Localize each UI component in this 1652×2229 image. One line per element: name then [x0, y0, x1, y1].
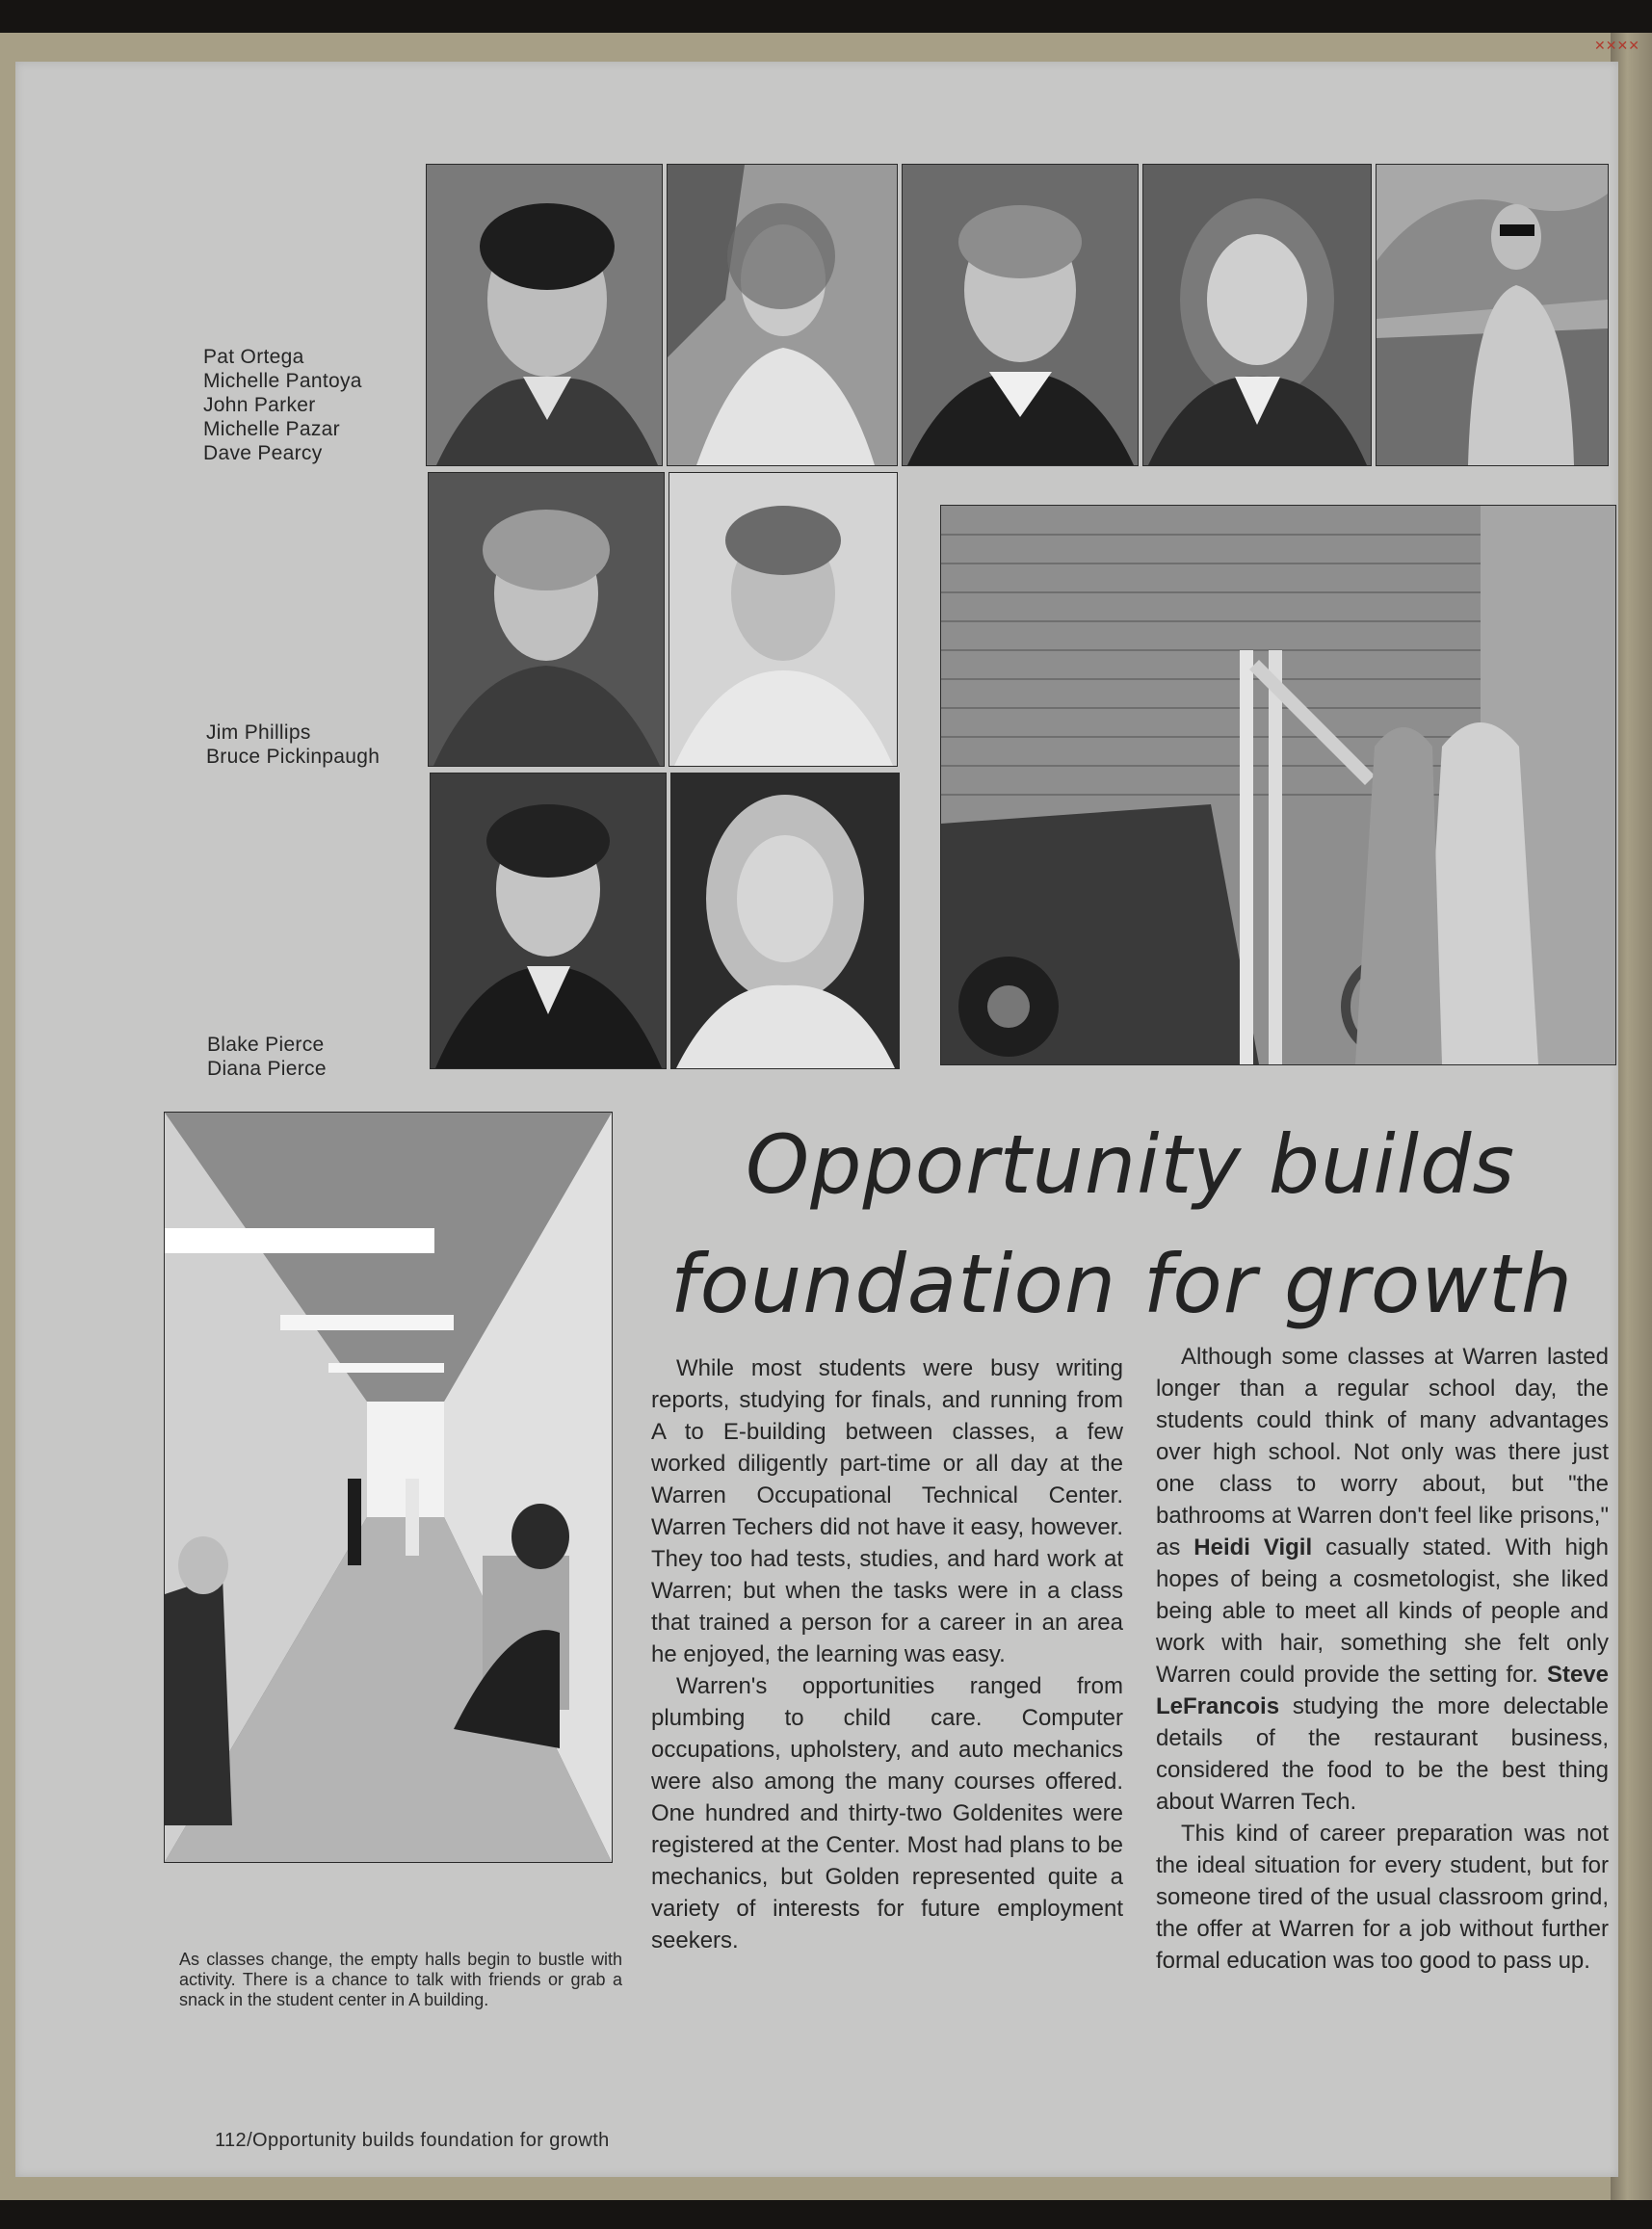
portrait-name: Michelle Pazar [203, 418, 340, 440]
hallway-photo [164, 1112, 613, 1863]
portrait-name: Pat Ortega [203, 346, 304, 368]
article-text: studying the more delectable details of the restaurant business, considered the food to be the best thing about Warren Tech. [1156, 1693, 1609, 1815]
hallway-photo-caption: As classes change, the empty halls begin to bustle with activity. There is a chance to talk with friends or grab a snack in the student center in A building. [179, 1950, 622, 2009]
article-column-left [651, 1352, 1123, 1956]
portrait-name: Jim Phillips [206, 721, 311, 744]
shop-class-photo [940, 505, 1616, 1065]
portrait-name: Bruce Pickinpaugh [206, 746, 380, 768]
article-paragraph: This kind of career preparation was not the ideal situation for every student, but for someone tired of the usual classroom grind, the offer at Warren for a job without further formal education was too good to pass up. [1156, 1821, 1609, 1974]
portrait-photo [426, 164, 663, 466]
portrait-photo [670, 773, 900, 1069]
portrait-name: John Parker [203, 394, 316, 416]
article-column-right [1156, 1341, 1609, 1977]
student-name: Steve LeFrancois [1156, 1662, 1609, 1719]
portrait-photo [430, 773, 667, 1069]
portrait-photo [902, 164, 1139, 466]
portrait-photo [667, 164, 898, 466]
article-paragraph: While most students were busy writing reports, studying for finals, and running from A to E-building between classes, a few worked diligently part-time or all day at the Warren Occupational Technical Center. Warren Techers did not have it easy, however. They too had tests, studies, and hard work at Warren; but when the tasks were in a class that trained a person for a career in an area he enjoyed, the learning was easy. [651, 1355, 1123, 1667]
article-text: Although some classes at Warren lasted longer than a regular school day, the students could think of many advantages over high school. Not only was there just one class to worry about, but "the bathrooms at Warren don't feel like prisons," as [1156, 1344, 1609, 1560]
corner-mark: ✕✕✕✕ [1594, 39, 1639, 54]
article-text: casually stated. With high hopes of being a cosmetologist, she liked being able to meet all kinds of people and work with hair, something she felt only Warren could provide the setting for. [1156, 1534, 1609, 1688]
portrait-name: Blake Pierce [207, 1034, 325, 1056]
student-name: Heidi Vigil [1193, 1534, 1313, 1560]
article-paragraph [1156, 1341, 1609, 1818]
page-folio: 112/Opportunity builds foundation for growth [215, 2130, 610, 2151]
portrait-photo [669, 472, 898, 767]
portrait-name: Dave Pearcy [203, 442, 323, 464]
headline-line-1: Opportunity builds [746, 1117, 1516, 1212]
portrait-names-row-2 [206, 721, 380, 769]
portrait-photo [428, 472, 665, 767]
article-paragraph: Warren's opportunities ranged from plumbing to child care. Computer occupations, upholstery, and auto mechanics were also among the many courses offered. One hundred and thirty-two Goldenites were registered at the Center. Most had plans to be mechanics, but Golden represented quite a variety of interests for future employment seekers. [651, 1673, 1123, 1954]
headline-line-2: foundation for growth [670, 1237, 1574, 1331]
portrait-name: Diana Pierce [207, 1058, 327, 1080]
yearbook-page [15, 62, 1618, 2177]
portrait-names-row-1 [203, 345, 362, 465]
portrait-photo [1376, 164, 1609, 466]
portrait-names-row-3 [207, 1033, 327, 1081]
portrait-name: Michelle Pantoya [203, 370, 362, 392]
portrait-photo [1142, 164, 1372, 466]
